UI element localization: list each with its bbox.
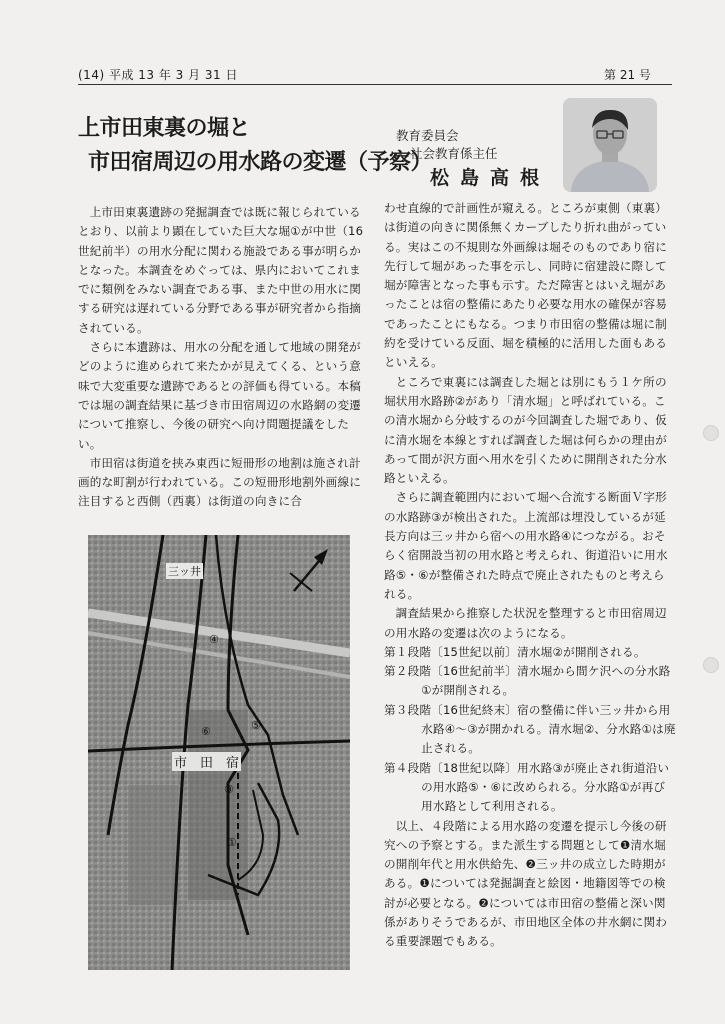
author-name: 松島高根 <box>430 167 551 189</box>
header-rule <box>78 84 672 85</box>
map-label-ichida: 市 田 宿 <box>172 752 241 771</box>
map-marker-6: ⑥ <box>201 725 211 738</box>
body-paragraph: わせ直線的で計画性が窺える。ところが東側（東裏）は街道の向きに関係無くカーブしたり折れ曲がっている。実はこの不規則な外画線は堀そのものであり宿に先行して堀があった事を示し、同時に宿建設に際して堀が障害となった事も示す。ただ障害とはいえ堀があったことは宿の整備にあたり必要な用水の確保が容易であったことにもなる。つまり市田宿の整備は堀に制約を受けている反面、堀を積極的に活用した面もあるといえる。 <box>384 201 668 370</box>
body-left-column <box>78 203 366 512</box>
body-paragraph: さらに調査範囲内において堀へ合流する断面Ｖ字形の水路跡③が検出された。上流部は埋没しているが延長方向は三ッ井から宿への用水路④につながる。おそらく宿開設当初の用水路と考えられ、街道沿いに用水路⑤・⑥が整備された時点で廃止されたものと考えられる。 <box>384 490 668 601</box>
stage-item: 第３段階〔16世紀終末〕宿の整備に伴い三ッ井から用水路④～③が開かれる。清水堀②、分水路①は廃止される。 <box>384 702 676 756</box>
stage-item: 第１段階〔15世紀以前〕清水堀②が開削される。 <box>384 644 646 659</box>
body-paragraph: 上市田東裏遺跡の発掘調査では既に報じられているとおり、以前より顕在していた巨大な堀①が中世（16世紀前半）の用水分配に関わる施設である事が明らかとなった。本調査をめぐっては、県内においてこれまでに類例をみない調査である事、また中世の用水に関する研究は遅れている分野である事が研究者から指摘されている。 <box>78 205 364 335</box>
body-paragraph: さらに本遺跡は、用水の分配を通して地域の開発がどのように進められて来たかが見えてくる、という意味で大変重要な遺跡であるとの評価も得ている。本稿では堀の調査結果に基づき市田宿周辺の水路網の変遷について推察し、今後の研究へ向け問題提議をしたい。 <box>78 340 362 451</box>
map-label-mitsui: 三ッ井 <box>168 565 201 578</box>
body-right-column <box>384 199 676 952</box>
author-block <box>396 127 550 187</box>
map-marker-1: ① <box>227 836 237 849</box>
stage-item: 第２段階〔16世紀前半〕清水堀から間ケ沢への分水路①が開削される。 <box>384 664 671 698</box>
map-marker-5: ⑤ <box>251 719 261 732</box>
title-line-2: 市田宿周辺の用水路の変遷（予察） <box>88 150 433 175</box>
issue-number: 第 21 号 <box>604 68 651 82</box>
body-paragraph: 調査結果から推察した状況を整理すると市田宿周辺の用水路の変遷は次のようになる。 <box>384 606 667 640</box>
stage-item: 第４段階〔18世紀以降〕用水路③が廃止され街道沿いの用水路⑤・⑥に改められる。分水路①が再び用水路として利用される。 <box>384 760 670 814</box>
author-affiliation-2: 社会教育係主任 <box>410 146 498 161</box>
conclusion-paragraph: 以上、４段階による用水路の変遷を提示し今後の研究への予察とする。また派生する問題として❶清水堀の開削年代と用水供給先、❷三ッ井の成立した時期がある。❶については発掘調査と絵図・地籍図等での検討が必要となる。❷については市田宿の整備と深い関係がありそうであるが、市田地区全体の井水網に関わる重要課題でもある。 <box>384 818 668 949</box>
map-marker-3: ③ <box>224 783 234 796</box>
author-photo <box>563 98 657 192</box>
binder-hole <box>703 425 719 441</box>
map-marker-4: ④ <box>209 633 219 646</box>
binder-hole <box>703 657 719 673</box>
title-line-1: 上市田東裏の堀と <box>78 116 251 141</box>
body-paragraph: 市田宿は街道を挟み東西に短冊形の地割は施され計画的な町割が行われている。この短冊形地割外画線に注目すると西側（西裏）は街道の向きに合 <box>78 455 362 509</box>
body-paragraph: ところで東裏には調査した堀とは別にもう１ケ所の堀状用水路跡②があり「清水堀」と呼ばれている。この清水堀から分岐するのが今回調査した堀であり、仮に清水堀を本線とすれば調査した堀は何らかの理由があって間が沢方面へ用水を引くために開削された分水路といえる。 <box>384 374 668 486</box>
author-affiliation-1: 教育委員会 <box>396 128 459 143</box>
issue-date: (14) 平成 13 年 3 月 31 日 <box>78 68 239 82</box>
